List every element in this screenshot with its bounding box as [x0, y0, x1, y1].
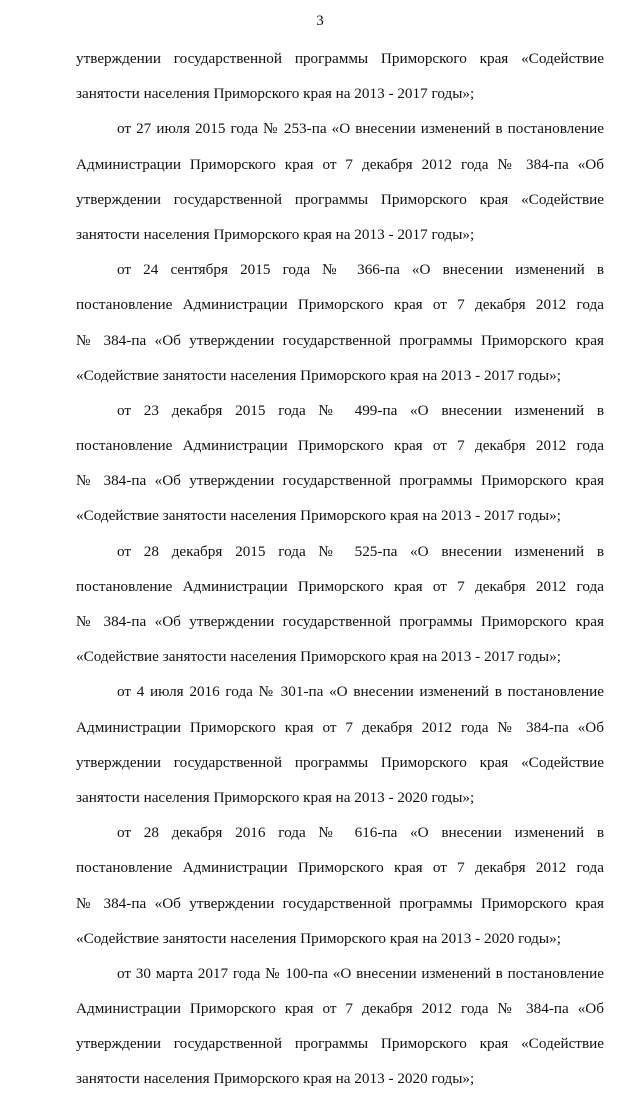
text-line: занятости населения Приморского края на 2013 - 2020 годы»; [76, 1070, 475, 1088]
text-line: № 384-па «Об утверждении государственной программы Приморского края [76, 331, 604, 349]
page-number: 3 [316, 13, 324, 29]
text-line: занятости населения Приморского края на 2013 - 2017 годы»; [76, 225, 475, 243]
text-line: № 384-па «Об утверждении государственной программы Приморского края [76, 613, 604, 630]
paragraph [76, 393, 604, 534]
text-line: от 27 июля 2015 года № 253-па «О внесении изменений в постановление [117, 120, 604, 138]
text-line: Администрации Приморского края от 7 декабря 2012 года № 384-па «Об [76, 1000, 604, 1018]
text-line: постановление Администрации Приморского края от 7 декабря 2012 года [76, 296, 604, 314]
text-line: утверждении государственной программы Приморского края «Содействие [76, 753, 604, 771]
text-line: Администрации Приморского края от 7 декабря 2012 года № 384-па «Об [76, 718, 604, 736]
text-line: от 24 сентября 2015 года № 366-па «О внесении изменений в [117, 261, 604, 279]
text-line: от 30 марта 2017 года № 100-па «О внесении изменений в постановление [117, 964, 604, 982]
paragraph [76, 815, 604, 956]
text-line: № 384-па «Об утверждении государственной программы Приморского края [76, 894, 604, 912]
text-line: утверждении государственной программы Приморского края «Содействие [76, 190, 604, 208]
text-line: занятости населения Приморского края на 2013 - 2017 годы»; [76, 85, 475, 103]
document-body [76, 41, 604, 1097]
paragraph [76, 252, 604, 393]
paragraph [76, 41, 604, 111]
text-line: занятости населения Приморского края на 2013 - 2020 годы»; [76, 788, 475, 806]
text-line: от 23 декабря 2015 года № 499-па «О внесении изменений в [117, 401, 604, 419]
text-line: постановление Администрации Приморского края от 7 декабря 2012 года [76, 577, 604, 595]
paragraph [76, 956, 604, 1097]
text-line: утверждении государственной программы Приморского края «Содействие [76, 50, 604, 67]
text-line: от 28 декабря 2016 года № 616-па «О внесении изменений в [117, 824, 604, 842]
text-line: «Содействие занятости населения Приморского края на 2013 - 2017 годы»; [76, 648, 561, 666]
text-line: № 384-па «Об утверждении государственной программы Приморского края [76, 472, 604, 490]
paragraph [76, 674, 604, 815]
text-line: «Содействие занятости населения Приморского края на 2013 - 2020 годы»; [76, 929, 561, 947]
text-line: от 28 декабря 2015 года № 525-па «О внесении изменений в [117, 542, 604, 560]
text-line: постановление Администрации Приморского края от 7 декабря 2012 года [76, 859, 604, 877]
text-line: Администрации Приморского края от 7 декабря 2012 года № 384-па «Об [76, 155, 604, 173]
text-line: от 4 июля 2016 года № 301-па «О внесении изменений в постановление [117, 683, 604, 701]
text-line: «Содействие занятости населения Приморского края на 2013 - 2017 годы»; [76, 507, 561, 525]
text-line: «Содействие занятости населения Приморского края на 2013 - 2017 годы»; [76, 366, 561, 384]
text-line: утверждении государственной программы Приморского края «Содействие [76, 1035, 604, 1053]
paragraph [76, 111, 604, 252]
text-line: постановление Администрации Приморского края от 7 декабря 2012 года [76, 437, 604, 455]
paragraph [76, 534, 604, 675]
